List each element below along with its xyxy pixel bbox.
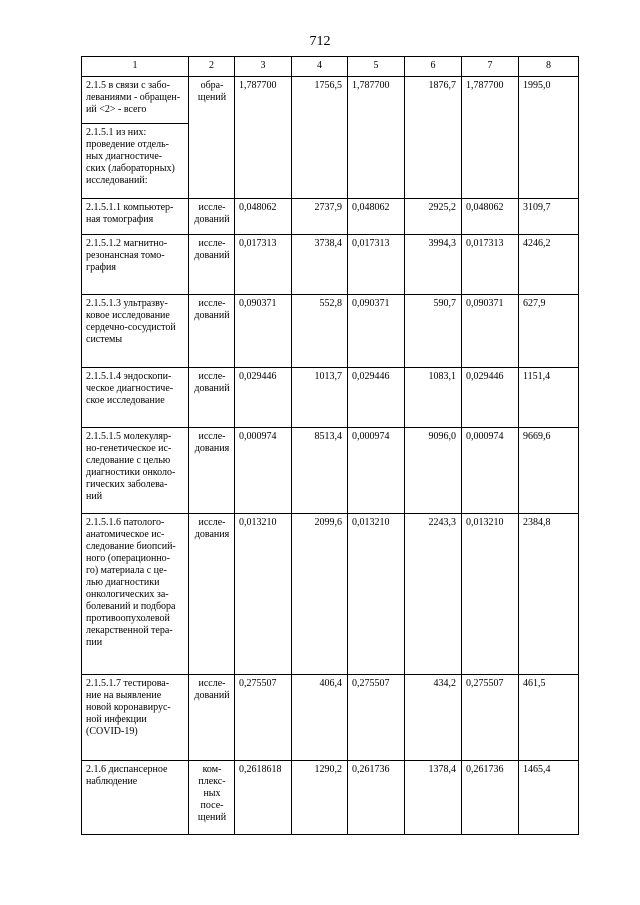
row-name: 2.1.6 диспансерное наблюдение <box>82 761 189 835</box>
cell-value: 9096,0 <box>405 428 462 514</box>
cell-value: 0,029446 <box>235 368 292 428</box>
table-row <box>82 514 579 675</box>
row-name: 2.1.5 в связи с забо- леваниями - обращен- ий <2> - всего <box>82 77 189 124</box>
cell-value: 0,261736 <box>348 761 405 835</box>
cell-value: 0,029446 <box>348 368 405 428</box>
cell-value: 1876,7 <box>405 77 462 199</box>
cell-value: 3994,3 <box>405 235 462 295</box>
table-row <box>82 235 579 295</box>
cell-value: 0,048062 <box>235 199 292 235</box>
cell-value: 1,787700 <box>348 77 405 199</box>
row-unit: иссле- дований <box>189 675 235 761</box>
cell-value: 1013,7 <box>292 368 348 428</box>
cell-value: 0,000974 <box>235 428 292 514</box>
row-name: 2.1.5.1.1 компьютер- ная томография <box>82 199 189 235</box>
cell-value: 1465,4 <box>519 761 579 835</box>
column-header: 4 <box>292 57 348 77</box>
cell-value: 0,275507 <box>462 675 519 761</box>
cell-value: 1083,1 <box>405 368 462 428</box>
table-row <box>82 77 579 124</box>
cell-value: 9669,6 <box>519 428 579 514</box>
row-unit: обра- щений <box>189 77 235 199</box>
cell-value: 0,090371 <box>235 295 292 368</box>
cell-value: 3738,4 <box>292 235 348 295</box>
row-name: 2.1.5.1.5 молекуляр- но-генетическое ис- следование с целью диагностики онколо- гических заболева- ний <box>82 428 189 514</box>
cell-value: 0,017313 <box>462 235 519 295</box>
cell-value: 590,7 <box>405 295 462 368</box>
header-row <box>82 57 579 77</box>
row-name: 2.1.5.1.2 магнитно- резонансная томо- графия <box>82 235 189 295</box>
cell-value: 1378,4 <box>405 761 462 835</box>
column-header: 2 <box>189 57 235 77</box>
cell-value: 552,8 <box>292 295 348 368</box>
tariff-table <box>81 56 579 835</box>
cell-value: 8513,4 <box>292 428 348 514</box>
cell-value: 0,275507 <box>348 675 405 761</box>
row-name: 2.1.5.1.3 ультразву- ковое исследование сердечно-сосудистой системы <box>82 295 189 368</box>
cell-value: 0,000974 <box>348 428 405 514</box>
cell-value: 1290,2 <box>292 761 348 835</box>
cell-value: 4246,2 <box>519 235 579 295</box>
column-header: 8 <box>519 57 579 77</box>
cell-value: 0,090371 <box>462 295 519 368</box>
cell-value: 0,017313 <box>348 235 405 295</box>
cell-value: 434,2 <box>405 675 462 761</box>
cell-value: 0,013210 <box>462 514 519 675</box>
row-unit: иссле- дования <box>189 514 235 675</box>
cell-value: 0,048062 <box>348 199 405 235</box>
cell-value: 2925,2 <box>405 199 462 235</box>
row-unit: иссле- дований <box>189 235 235 295</box>
row-unit: иссле- дования <box>189 428 235 514</box>
cell-value: 0,013210 <box>348 514 405 675</box>
cell-value: 1151,4 <box>519 368 579 428</box>
cell-value: 1,787700 <box>235 77 292 199</box>
cell-value: 0,000974 <box>462 428 519 514</box>
cell-value: 627,9 <box>519 295 579 368</box>
row-unit: ком- плекс- ных посе- щений <box>189 761 235 835</box>
cell-value: 406,4 <box>292 675 348 761</box>
column-header: 5 <box>348 57 405 77</box>
cell-value: 2243,3 <box>405 514 462 675</box>
row-unit: иссле- дований <box>189 199 235 235</box>
row-name: 2.1.5.1 из них: проведение отдель- ных диагностиче- ских (лабораторных) исследований: <box>82 124 189 199</box>
row-unit: иссле- дований <box>189 368 235 428</box>
cell-value: 0,261736 <box>462 761 519 835</box>
cell-value: 0,029446 <box>462 368 519 428</box>
cell-value: 461,5 <box>519 675 579 761</box>
cell-value: 0,090371 <box>348 295 405 368</box>
cell-value: 0,275507 <box>235 675 292 761</box>
table-row <box>82 675 579 761</box>
row-name: 2.1.5.1.4 эндоскопи- ческое диагностиче- ское исследование <box>82 368 189 428</box>
cell-value: 1,787700 <box>462 77 519 199</box>
cell-value: 1995,0 <box>519 77 579 199</box>
cell-value: 2737,9 <box>292 199 348 235</box>
table-row <box>82 761 579 835</box>
cell-value: 3109,7 <box>519 199 579 235</box>
table-row <box>82 428 579 514</box>
cell-value: 0,2618618 <box>235 761 292 835</box>
page-number: 712 <box>309 34 331 49</box>
table-row <box>82 295 579 368</box>
cell-value: 1756,5 <box>292 77 348 199</box>
column-header: 1 <box>82 57 189 77</box>
cell-value: 0,048062 <box>462 199 519 235</box>
row-name: 2.1.5.1.6 патолого- анатомическое ис- следование биопсий- ного (операционно- го) материала с це- лью диагностики онкологических за- болеваний и подбора противоопухолевой лекарственной тера- пии <box>82 514 189 675</box>
cell-value: 0,013210 <box>235 514 292 675</box>
table-row <box>82 199 579 235</box>
cell-value: 2099,6 <box>292 514 348 675</box>
column-header: 6 <box>405 57 462 77</box>
column-header: 7 <box>462 57 519 77</box>
row-name: 2.1.5.1.7 тестирова- ние на выявление новой коронавирус- ной инфекции (COVID-19) <box>82 675 189 761</box>
row-unit: иссле- дований <box>189 295 235 368</box>
column-header: 3 <box>235 57 292 77</box>
table-row <box>82 368 579 428</box>
cell-value: 2384,8 <box>519 514 579 675</box>
cell-value: 0,017313 <box>235 235 292 295</box>
